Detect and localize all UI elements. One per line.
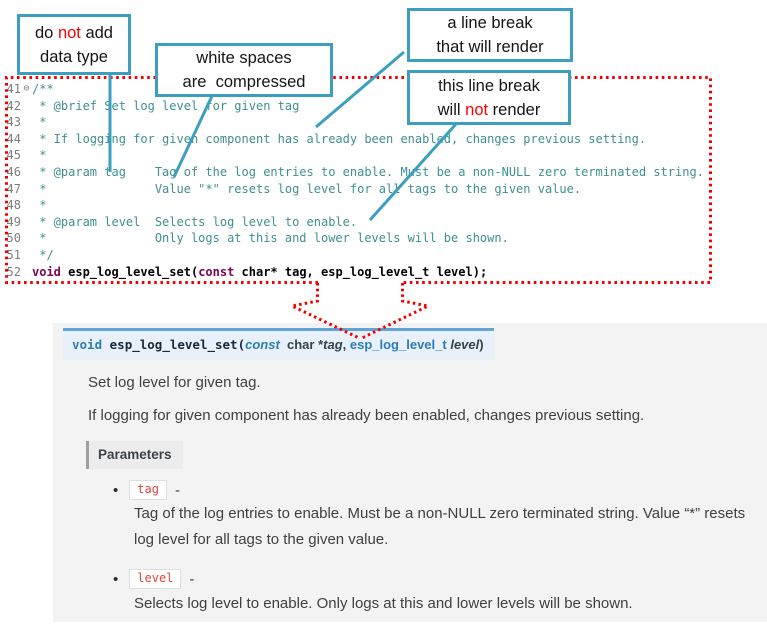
code-line bbox=[4, 230, 704, 247]
code-text: * @brief Set log level for given tag bbox=[32, 98, 300, 113]
param-name-chip: tag bbox=[129, 480, 167, 500]
fold-collapse-icon[interactable]: ⊖ bbox=[23, 83, 30, 94]
callout-text: will not render bbox=[437, 100, 541, 119]
code-line bbox=[4, 181, 704, 198]
param-dash: - bbox=[174, 481, 180, 499]
line-number: 45 bbox=[6, 148, 21, 163]
code-line bbox=[4, 131, 704, 148]
red-emphasis: not bbox=[465, 100, 489, 119]
code-text: * If logging for given component has already been enabled, changes previous setting. bbox=[32, 131, 647, 146]
line-number: 49 bbox=[6, 214, 21, 229]
param-item-tag bbox=[113, 480, 180, 500]
callout-line-break-renders bbox=[407, 8, 573, 62]
sig-comma: , bbox=[342, 337, 350, 352]
sig-function-name: esp_log_level_set bbox=[109, 337, 238, 352]
sig-type-link-esp-log-level-t[interactable]: esp_log_level_t bbox=[349, 337, 447, 352]
code-text: * Only logs at this and lower levels will be shown. bbox=[32, 231, 509, 246]
code-line bbox=[4, 164, 704, 181]
sig-arg-tag: tag bbox=[323, 337, 343, 352]
callout-text: a line break bbox=[447, 14, 533, 32]
line-number: 42 bbox=[6, 98, 21, 113]
line-number: 41 bbox=[6, 82, 21, 96]
code-line bbox=[4, 197, 704, 214]
code-text: * bbox=[32, 115, 47, 130]
code-text: * Value "*" resets log level for all tags to the given value. bbox=[32, 181, 582, 196]
code-text: * bbox=[32, 198, 47, 213]
param-description-tag: Tag of the log entries to enable. Must be a non-NULL zero terminated string. Value “*” resets log level for all tags to the given value. bbox=[134, 505, 746, 548]
callout-text: that will render bbox=[436, 38, 544, 56]
callout-text: data type bbox=[40, 47, 108, 66]
sig-const-keyword: const bbox=[245, 337, 280, 352]
function-args: char* tag, esp_log_level_t level); bbox=[234, 264, 488, 279]
code-text: */ bbox=[32, 247, 54, 262]
parameters-field-label: Parameters bbox=[86, 441, 183, 469]
param-item-level bbox=[113, 569, 194, 589]
code-text: * @param tag Tag of the log entries to enable. Must be a non-NULL zero terminated string. bbox=[32, 164, 704, 179]
param-dash: - bbox=[189, 570, 195, 588]
line-number: 52 bbox=[6, 264, 21, 279]
line-number: 47 bbox=[6, 181, 21, 196]
brief-description: Set log level for given tag. bbox=[88, 374, 261, 391]
code-line bbox=[4, 247, 704, 264]
keyword-const: const bbox=[198, 264, 235, 279]
line-number: 48 bbox=[6, 198, 21, 213]
callout-white-spaces-compressed bbox=[155, 43, 333, 97]
code-line-function-declaration bbox=[4, 264, 704, 281]
function-signature-header bbox=[63, 328, 494, 360]
keyword-void: void bbox=[32, 264, 61, 279]
function-name: esp_log_level_set( bbox=[60, 264, 199, 279]
code-text: * @param level Selects log level to enable. bbox=[32, 214, 358, 229]
code-text: /** bbox=[32, 82, 54, 96]
callout-text: are compressed bbox=[182, 73, 306, 91]
bullet-icon: • bbox=[113, 481, 119, 499]
callout-text: this line break bbox=[438, 76, 540, 95]
code-line bbox=[4, 114, 704, 131]
sig-char-type: char * bbox=[279, 337, 324, 352]
callout-line-break-not-render bbox=[407, 70, 571, 125]
code-line bbox=[4, 214, 704, 231]
callout-text: white spaces bbox=[196, 49, 292, 67]
detailed-description: If logging for given component has already been enabled, changes previous setting. bbox=[88, 407, 645, 424]
callout-do-not-add-data-type bbox=[17, 14, 131, 75]
sig-open-paren: ( bbox=[237, 337, 246, 352]
callout-text: do not add bbox=[35, 23, 113, 42]
code-line bbox=[4, 98, 704, 115]
code-line bbox=[4, 81, 704, 98]
sig-arg-level: level bbox=[450, 337, 480, 352]
bullet-icon: • bbox=[113, 570, 119, 588]
param-name-chip: level bbox=[129, 569, 181, 589]
line-number: 50 bbox=[6, 231, 21, 246]
line-number: 43 bbox=[6, 115, 21, 130]
rendered-docs-panel bbox=[53, 323, 767, 622]
code-text bbox=[32, 264, 487, 281]
param-description-level: Selects log level to enable. Only logs at this and lower levels will be shown. bbox=[134, 595, 633, 612]
code-editor bbox=[4, 81, 704, 280]
red-emphasis: not bbox=[57, 23, 81, 42]
code-text: * bbox=[32, 148, 47, 163]
sig-return-type: void bbox=[72, 337, 110, 352]
sig-close-paren: ) bbox=[479, 337, 484, 352]
line-number: 51 bbox=[6, 247, 21, 262]
line-number: 46 bbox=[6, 164, 21, 179]
line-number: 44 bbox=[6, 131, 21, 146]
code-line bbox=[4, 147, 704, 164]
